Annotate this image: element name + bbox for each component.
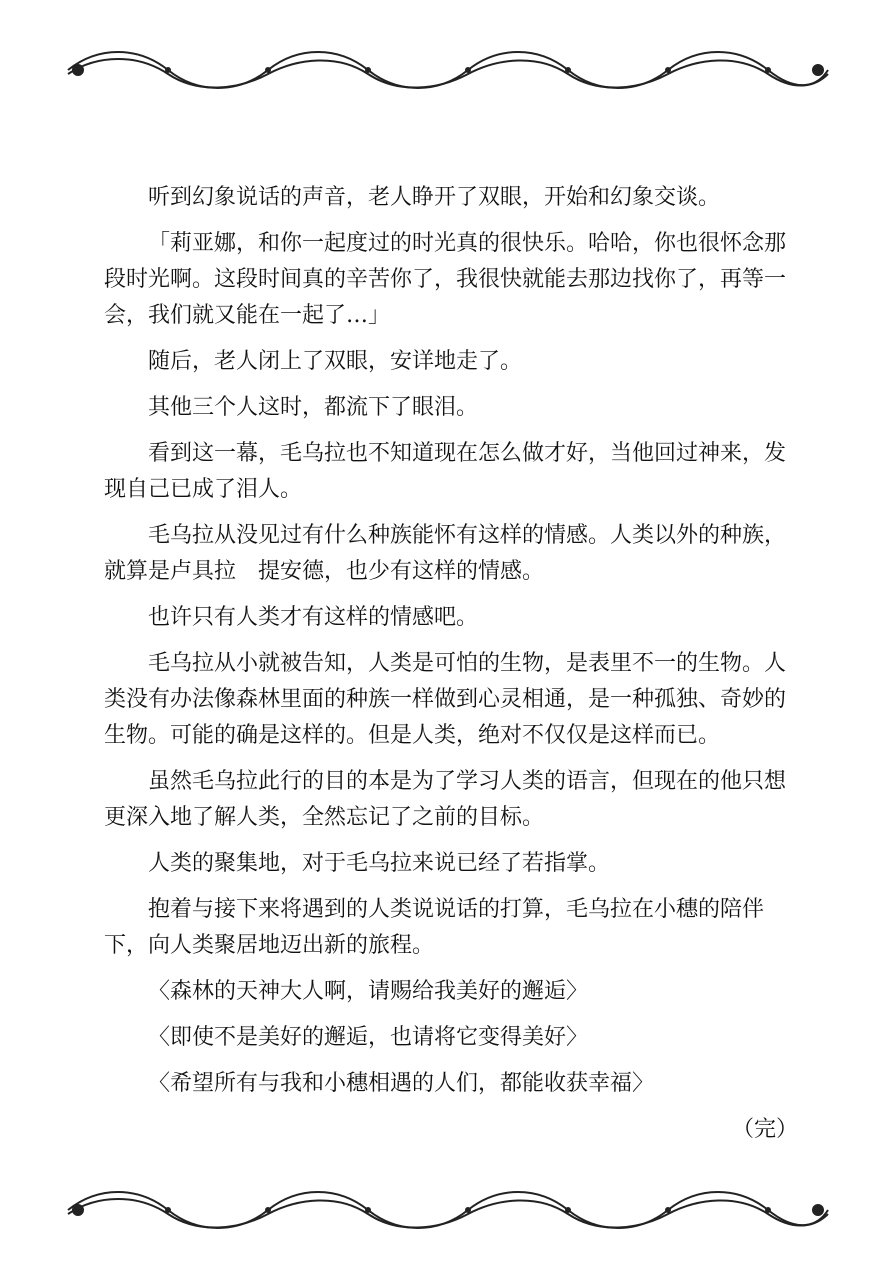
paragraph: 「莉亚娜，和你一起度过的时光真的很快乐。哈哈，你也很怀念那段时光啊。这段时间真的辛苦你了，我很快就能去那边找你了，再等一会，我们就又能在一起了…」 xyxy=(104,231,787,328)
prayer-line: 〈希望所有与我和小穗相遇的人们，都能收获幸福〉 xyxy=(148,1071,655,1096)
top-ornament-border xyxy=(58,46,838,94)
paragraph: 听到幻象说话的声音，老人睁开了双眼，开始和幻象交谈。 xyxy=(148,185,721,210)
paragraph: 看到这一幕，毛乌拉也不知道现在怎么做才好，当他回过神来，发现自己已成了泪人。 xyxy=(104,441,787,502)
paragraph: 也许只有人类才有这样的情感吧。 xyxy=(148,605,479,630)
prayer-line: 〈即使不是美好的邂逅，也请将它变得美好〉 xyxy=(148,1025,589,1050)
paragraph: 虽然毛乌拉此行的目的本是为了学习人类的语言，但现在的他只想更深入地了解人类，全然忘记了之前的目标。 xyxy=(104,769,787,830)
story-text xyxy=(104,180,794,1112)
paragraph: 人类的聚集地，对于毛乌拉来说已经了若指掌。 xyxy=(148,851,611,876)
paragraph: 其他三个人这时，都流下了眼泪。 xyxy=(148,395,479,420)
end-mark: （完） xyxy=(732,1117,799,1142)
bottom-ornament-border xyxy=(58,1186,838,1234)
paragraph: 抱着与接下来将遇到的人类说说话的打算，毛乌拉在小穗的陪伴下，向人类聚居地迈出新的旅程。 xyxy=(104,897,765,958)
paragraph: 随后，老人闭上了双眼，安详地走了。 xyxy=(148,349,523,374)
paragraph: 毛乌拉从小就被告知，人类是可怕的生物，是表里不一的生物。人类没有办法像森林里面的种族一样做到心灵相通，是一种孤独、奇妙的生物。可能的确是这样的。但是人类，绝对不仅仅是这样而已。 xyxy=(104,651,787,748)
prayer-line: 〈森林的天神大人啊，请赐给我美好的邂逅〉 xyxy=(148,979,589,1004)
paragraph: 毛乌拉从没见过有什么种族能怀有这样的情感。人类以外的种族，就算是卢具拉 提安德，也少有这样的情感。 xyxy=(104,523,787,584)
